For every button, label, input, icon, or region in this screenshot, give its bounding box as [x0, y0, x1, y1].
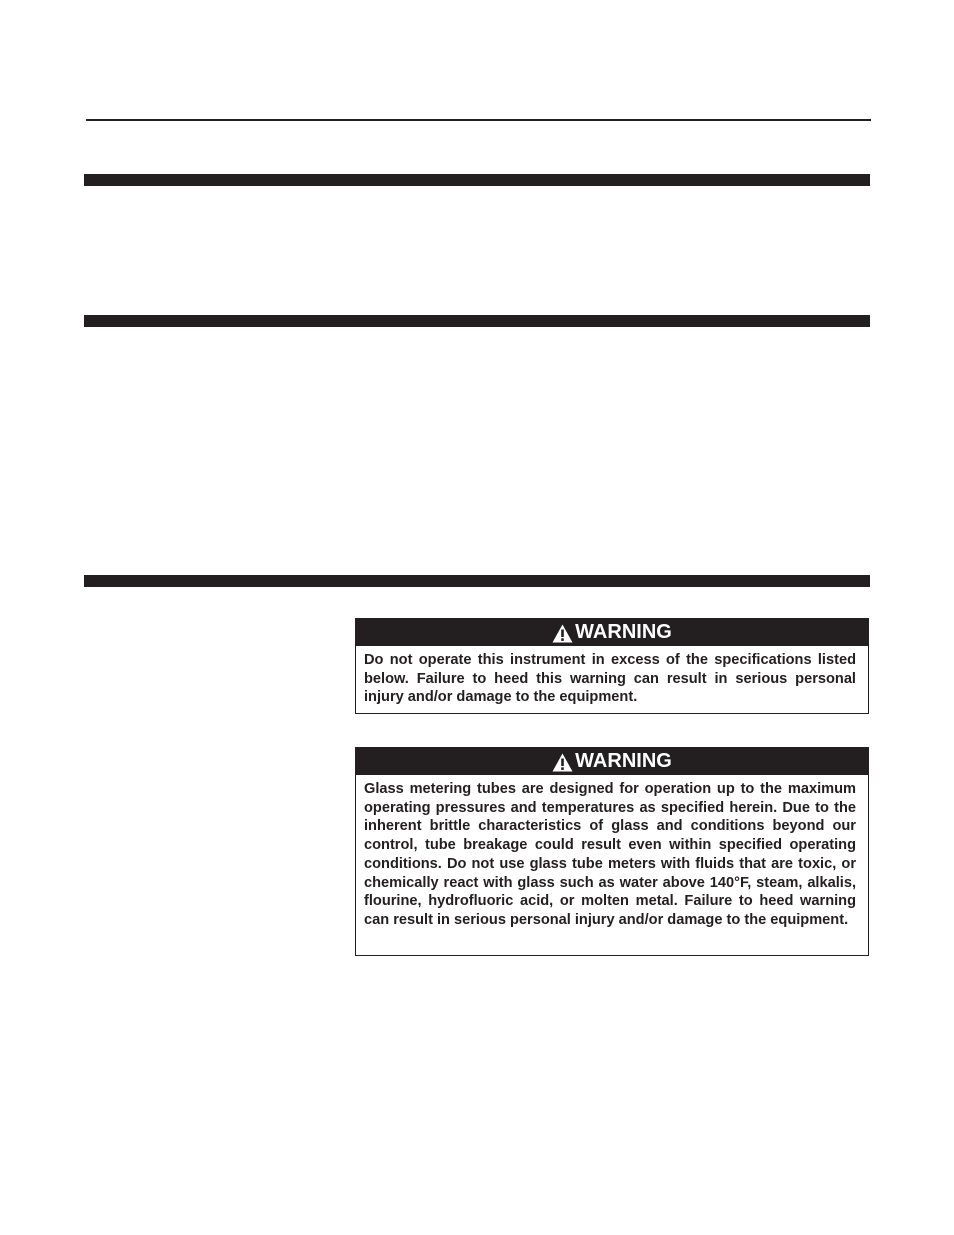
warning-header [356, 748, 868, 775]
warning-triangle-icon [552, 753, 573, 772]
warning-header [356, 619, 868, 646]
warning-box-glass-tubes [355, 747, 869, 956]
warning-text: Do not operate this instrument in excess of the specifications listed below. Failure to heed this warning can result in serious personal injury and/or damage to the equipment. [364, 652, 856, 706]
warning-text: Glass metering tubes are designed for operation up to the maximum operating pressures and temperatures as specified herein. Due to the inherent brittle characteristics of glass and conditions beyond our control, tube breakage could result even within specified operating conditions. Do not use glass tube meters with fluids that are toxic, or chemically react with glass such as water above 140°F, steam, alkalis, flourine, hydrofluoric acid, or molten metal. Failure to heed warning can result in serious personal injury and/or damage to the equipment. [364, 781, 856, 928]
warning-title: WARNING [575, 621, 672, 643]
page-header-rule [86, 119, 871, 121]
warning-title: WARNING [575, 750, 672, 772]
section-divider-bar [84, 315, 870, 327]
warning-box-specifications [355, 618, 869, 714]
warning-triangle-icon [552, 624, 573, 643]
section-divider-bar [84, 575, 870, 587]
section-divider-bar [84, 174, 870, 186]
